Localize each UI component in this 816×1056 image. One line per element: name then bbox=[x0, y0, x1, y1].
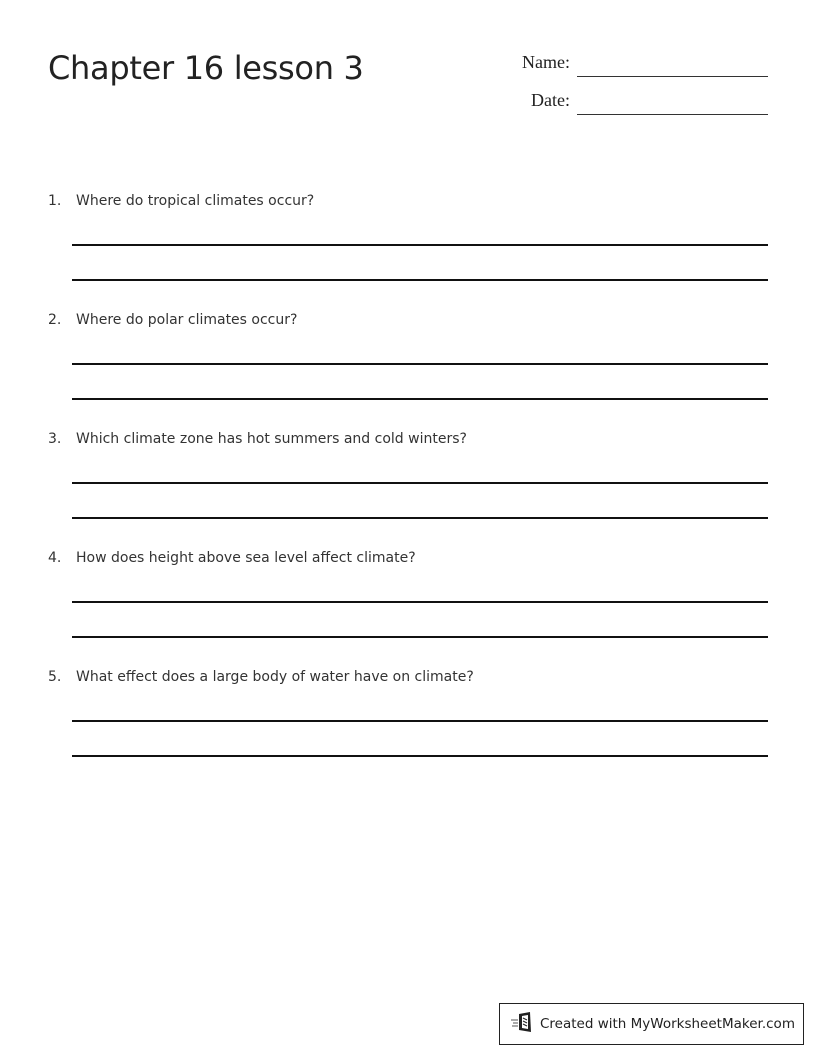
page-title: Chapter 16 lesson 3 bbox=[48, 49, 364, 87]
answer-line-2[interactable] bbox=[72, 517, 768, 519]
question-text: Where do polar climates occur? bbox=[76, 312, 298, 328]
answer-line-1[interactable] bbox=[72, 601, 768, 603]
answer-line-1[interactable] bbox=[72, 482, 768, 484]
question-number: 5. bbox=[48, 669, 62, 685]
question-number: 4. bbox=[48, 550, 62, 566]
question-number: 2. bbox=[48, 312, 62, 328]
name-field[interactable] bbox=[500, 48, 768, 78]
question-number: 1. bbox=[48, 193, 62, 209]
date-field[interactable] bbox=[500, 86, 768, 116]
name-line[interactable] bbox=[577, 76, 768, 77]
name-label: Name: bbox=[522, 52, 570, 72]
question-number: 3. bbox=[48, 431, 62, 447]
question-text: Where do tropical climates occur? bbox=[76, 193, 315, 209]
answer-line-1[interactable] bbox=[72, 244, 768, 246]
answer-line-2[interactable] bbox=[72, 755, 768, 757]
question-text: What effect does a large body of water have on climate? bbox=[76, 669, 474, 685]
answer-line-1[interactable] bbox=[72, 363, 768, 365]
answer-line-2[interactable] bbox=[72, 398, 768, 400]
question-text: Which climate zone has hot summers and cold winters? bbox=[76, 431, 467, 447]
answer-line-1[interactable] bbox=[72, 720, 768, 722]
answer-line-2[interactable] bbox=[72, 636, 768, 638]
date-label: Date: bbox=[531, 90, 570, 110]
date-line[interactable] bbox=[577, 114, 768, 115]
footer-text: Created with MyWorksheetMaker.com bbox=[540, 1016, 795, 1032]
answer-line-2[interactable] bbox=[72, 279, 768, 281]
footer-badge[interactable] bbox=[499, 1003, 804, 1045]
question-text: How does height above sea level affect climate? bbox=[76, 550, 416, 566]
worksheet-logo-icon bbox=[510, 1011, 534, 1037]
